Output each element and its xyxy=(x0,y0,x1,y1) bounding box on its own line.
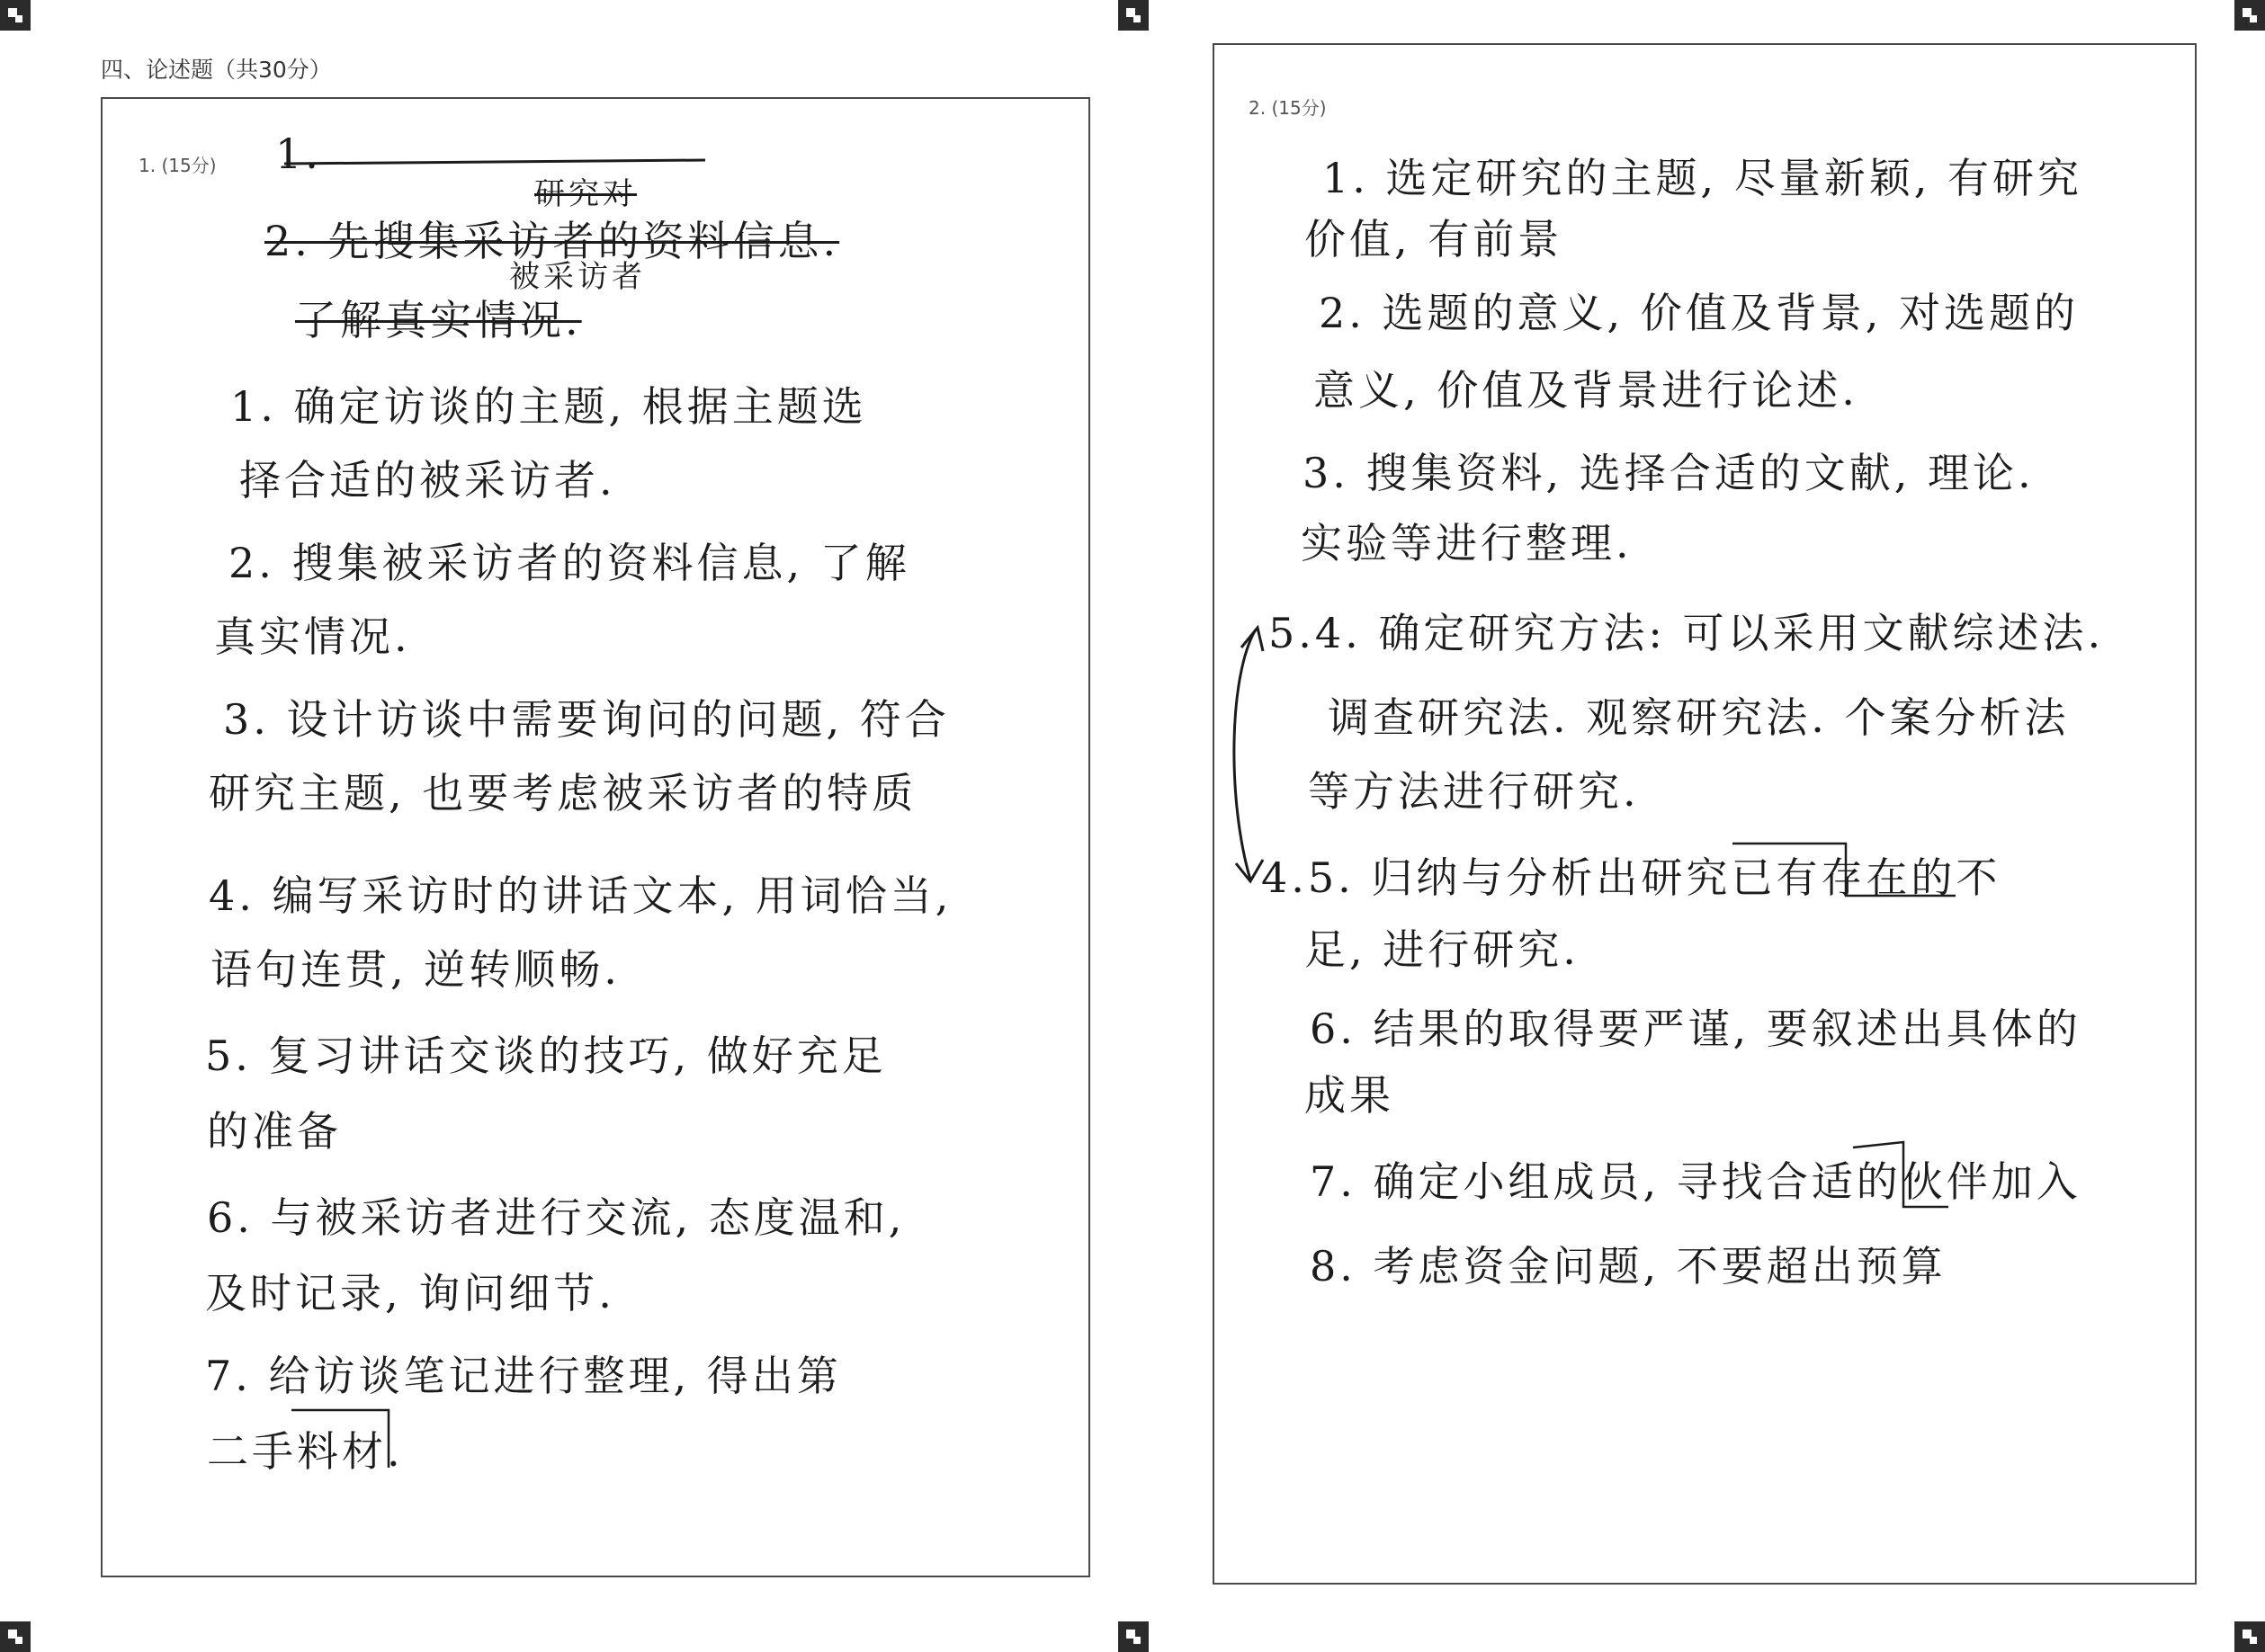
q1-line-9: 5. 复习讲话交谈的技巧, 做好充足 xyxy=(205,1031,887,1080)
q2-line-13: 成果 xyxy=(1304,1071,1394,1120)
answer-box-question-2 xyxy=(1213,43,2197,1585)
q1-line-3: 2. 搜集被采访者的资料信息, 了解 xyxy=(228,539,910,587)
crossed-top-number: 1. xyxy=(275,129,322,178)
crossed-draft-line-1: 2. 先搜集采访者的资料信息. xyxy=(264,217,840,265)
registration-mark-top-center xyxy=(1118,0,1149,31)
q1-line-6: 研究主题, 也要考虑被采访者的特质 xyxy=(209,769,918,817)
q1-line-1: 1. 确定访谈的主题, 根据主题选 xyxy=(230,382,867,431)
registration-mark-top-left xyxy=(0,0,31,31)
registration-mark-bottom-center xyxy=(1118,1621,1149,1652)
q2-line-14: 7. 确定小组成员, 寻找合适的伙伴加入 xyxy=(1310,1157,2081,1206)
question-1-label: 1. (15分) xyxy=(139,155,217,176)
q2-line-11: 足, 进行研究. xyxy=(1304,925,1580,974)
q2-line-1: 1. 选定研究的主题, 尽量新颖, 有研究 xyxy=(1322,154,2082,202)
q2-line-3: 2. 选题的意义, 价值及背景, 对选题的 xyxy=(1319,289,2079,337)
q2-line-7: 5.4. 确定研究方法: 可以采用文献综述法. xyxy=(1268,609,2105,657)
question-2-label: 2. (15分) xyxy=(1249,97,1327,119)
correction-insertion: 被采访者 xyxy=(509,259,646,295)
q2-line-12: 6. 结果的取得要严谨, 要叙述出具体的 xyxy=(1310,1005,2081,1053)
q1-line-13: 7. 给访谈笔记进行整理, 得出第 xyxy=(205,1352,842,1400)
registration-mark-top-right xyxy=(2234,0,2265,31)
q2-line-10: 4.5. 归纳与分析出研究已有存在的不 xyxy=(1261,853,2001,902)
q1-line-10: 的准备 xyxy=(207,1107,342,1156)
insertion-bracket-research xyxy=(1727,836,1961,908)
q2-line-15: 8. 考虑资金问题, 不要超出预算 xyxy=(1310,1242,1947,1290)
q1-line-7: 4. 编写采访时的讲话文本, 用词恰当, xyxy=(209,871,953,920)
q1-line-4: 真实情况. xyxy=(214,612,411,661)
scribble-line xyxy=(282,153,714,171)
q2-line-9: 等方法进行研究. xyxy=(1308,767,1640,816)
q1-line-12: 及时记录, 询问细节. xyxy=(205,1269,615,1317)
q1-line-14: 二手料材. xyxy=(207,1427,404,1476)
q1-line-2: 择合适的被采访者. xyxy=(239,456,616,505)
q1-line-8: 语句连贯, 逆转顺畅. xyxy=(210,945,621,994)
crossed-insertion: 研究对 xyxy=(534,176,637,212)
q2-line-5: 3. 搜集资料, 选择合适的文献, 理论. xyxy=(1303,449,2035,497)
answer-box-question-1 xyxy=(101,97,1090,1577)
q2-line-2: 价值, 有前景 xyxy=(1304,215,1563,263)
section-title: 四、论述题（共30分） xyxy=(101,57,332,83)
insertion-bracket xyxy=(288,1405,396,1477)
q2-line-6: 实验等进行整理. xyxy=(1301,519,1633,567)
q1-line-5: 3. 设计访谈中需要询问的问题, 符合 xyxy=(223,695,950,744)
q1-line-11: 6. 与被采访者进行交流, 态度温和, xyxy=(207,1193,906,1242)
registration-mark-bottom-right xyxy=(2234,1621,2265,1652)
insertion-bracket-partner xyxy=(1849,1135,1957,1216)
crossed-draft-line-2: 了解真实情况. xyxy=(295,296,582,344)
registration-mark-bottom-left xyxy=(0,1621,31,1652)
q2-line-8: 调查研究法. 观察研究法. 个案分析法 xyxy=(1328,693,2070,742)
q2-line-4: 意义, 价值及背景进行论述. xyxy=(1313,366,1858,415)
reorder-arrow xyxy=(1223,621,1277,890)
